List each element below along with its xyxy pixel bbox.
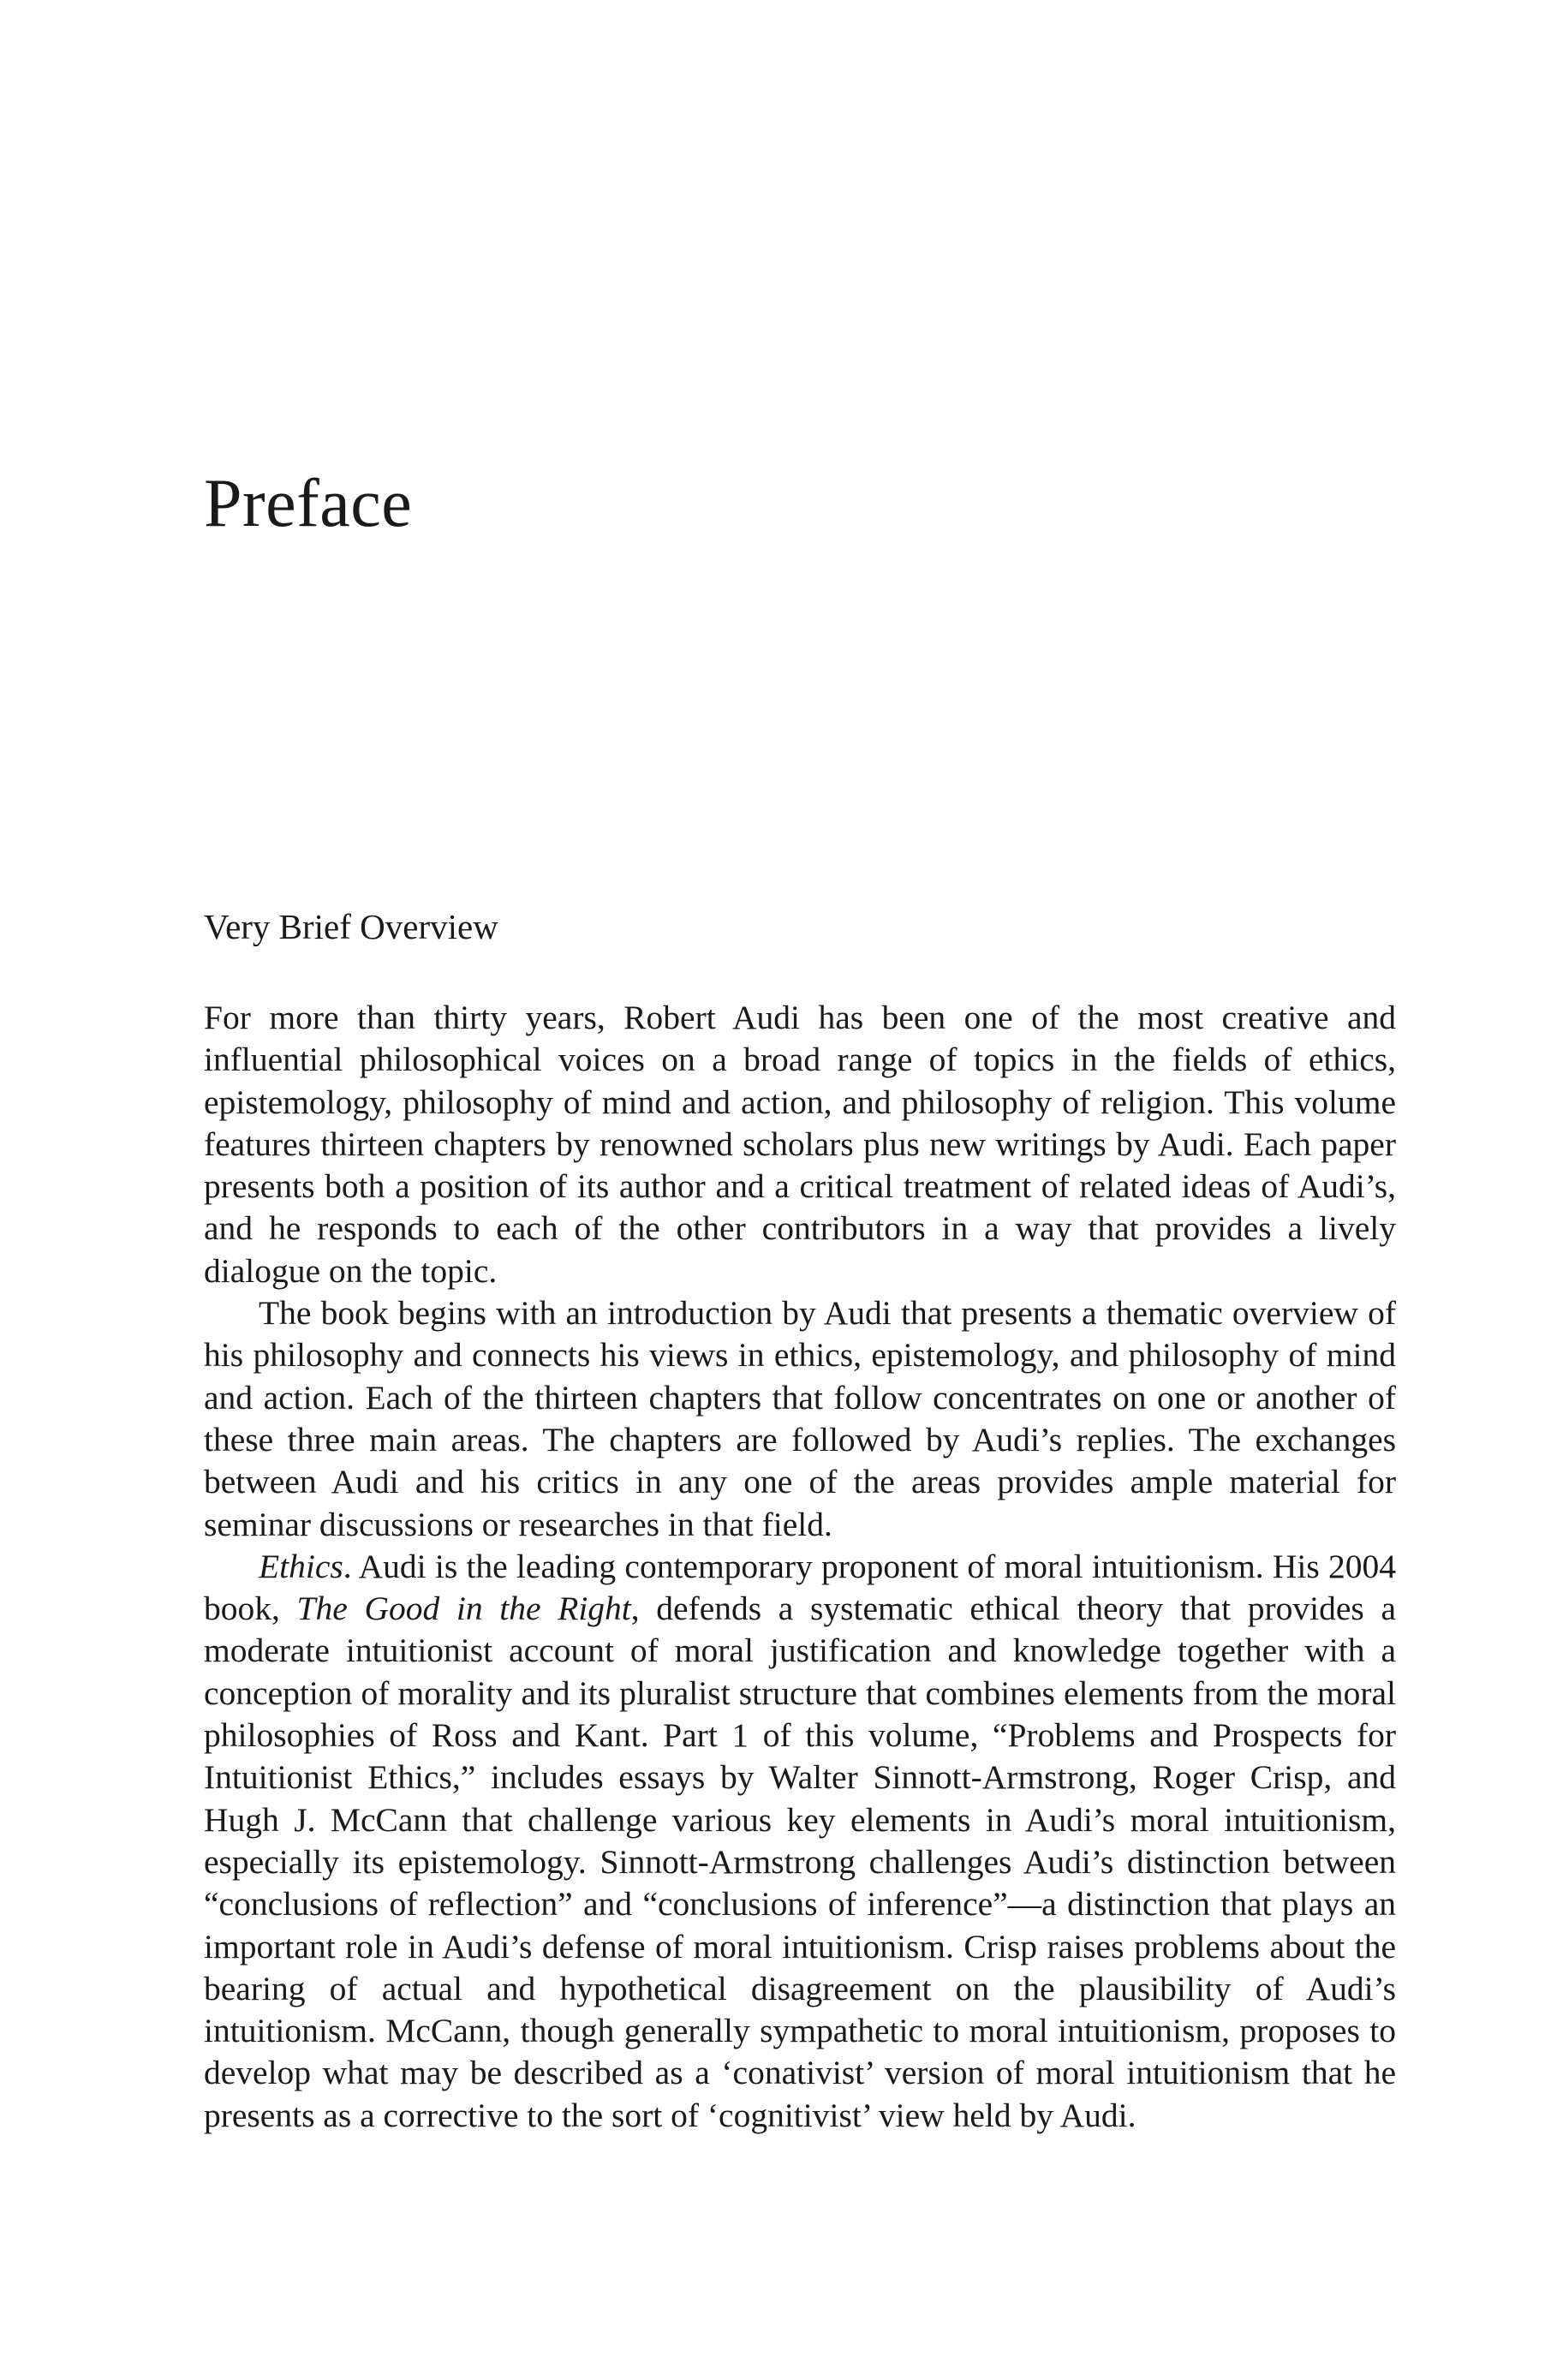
book-title-italic: The Good in the Right xyxy=(296,1590,631,1628)
body-text xyxy=(204,997,1396,2137)
paragraph-ethics xyxy=(204,1546,1396,2137)
page-title: Preface xyxy=(204,466,413,541)
section-heading: Very Brief Overview xyxy=(204,907,498,946)
ethics-text-part-1: . Audi is the leading contemporary proponent of moral intuitionism. His 2004 book, xyxy=(204,1547,1396,1628)
ethics-lead-italic: Ethics xyxy=(259,1547,343,1585)
paragraph-overview: For more than thirty years, Robert Audi has been one of the most creative and influential philosophical voices on a broad range of topics in the fields of ethics, epistemology, philosophy of mind and action, and philosophy of religion. This volume features thirteen chapters by renowned scholars plus new writings by Audi. Each paper presents both a position of its author and a critical treatment of related ideas of Audi’s, and he responds to each of the other contributors in a way that provides a lively dialogue on the topic. xyxy=(204,999,1396,1290)
ethics-text-part-2: , defends a systematic ethical theory that provides a moderate intuitionist account of moral justification and knowledge together with a conception of morality and its pluralist structure that combines elements from the moral philosophies of Ross and Kant. Part 1 of this volume, “Problems and Prospects for Intuitionist Ethics,” includes essays by Walter Sinnott-Armstrong, Roger Crisp, and Hugh J. McCann that challenge various key elements in Audi’s moral intuitionism, especially its epistemology. Sinnott-Armstrong challenges Audi’s distinction between “conclusions of reflection” and “conclusions of inference”—a distinction that plays an important role in Audi’s defense of moral intuitionism. Crisp raises problems about the bearing of actual and hypothetical disagreement on the plausibility of Audi’s intuitionism. McCann, though generally sympathetic to moral intuitionism, proposes to develop what may be described as a ‘conativist’ version of moral intuitionism that he presents as a corrective to the sort of ‘cognitivist’ view held by Audi. xyxy=(204,1590,1396,2134)
paragraph-book-structure: The book begins with an introduction by Audi that presents a thematic overview of his philosophy and connects his views in ethics, epistemology, and philosophy of mind and action. Each of the thirteen chapters that follow concentrates on one or another of these three main areas. The chapters are followed by Audi’s replies. The exchanges between Audi and his critics in any one of the areas provides ample material for seminar discussions or researches in that field. xyxy=(204,1294,1396,1543)
